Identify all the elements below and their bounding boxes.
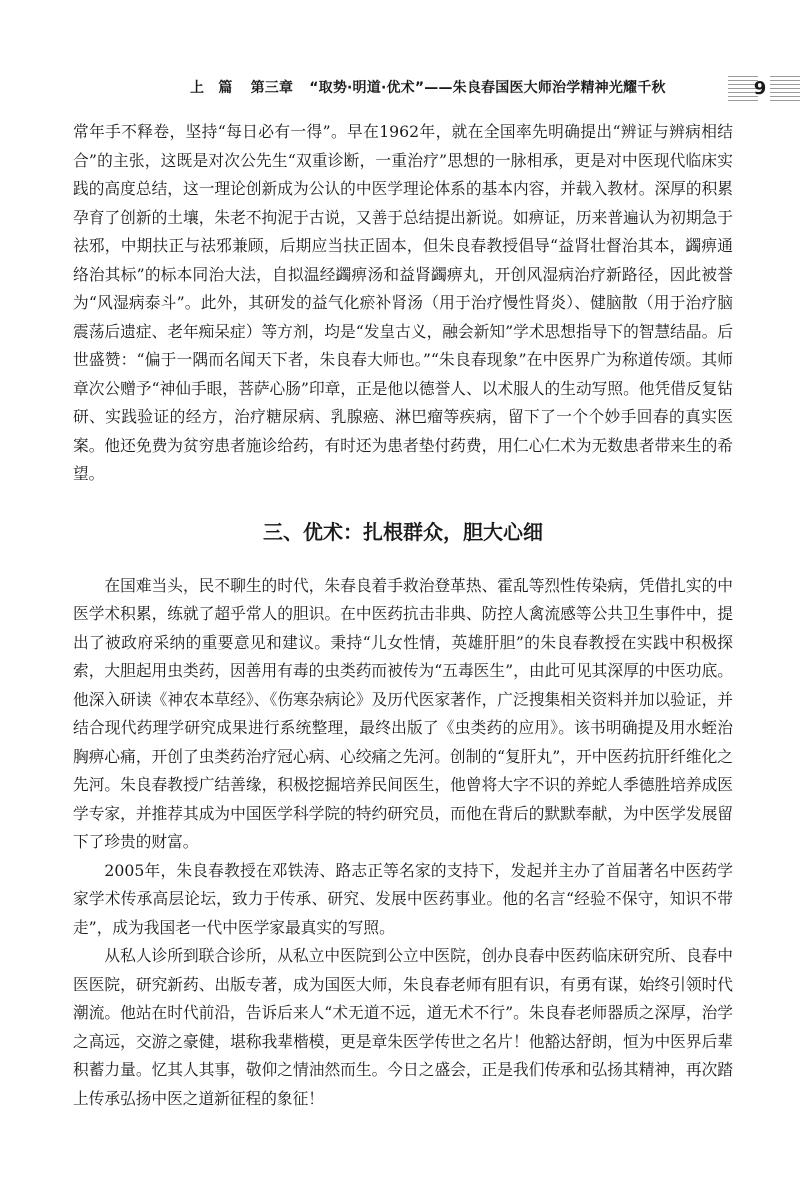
paragraph: 在国难当头，民不聊生的时代，朱春良着手救治登革热、霍乱等烈性传染病，凭借扎实的中医学术积累，练就了超乎常人的胆识。在中医药抗击非典、防控人禽流感等公共卫生事件中，提出了被政府采纳的重要意见和建议。秉持“儿女性情，英雄肝胆”的朱良春教授在实践中积极探索，大胆起用虫类药，因善用有毒的虫类药而被传为“五毒医生”，由此可见其深厚的中医功底。他深入研读《神农本草经》、《伤寒杂病论》及历代医家著作，广泛搜集相关资料并加以验证，并结合现代药理学研究成果进行系统整理，最终出版了《虫类药的应用》。该书明确提及用水蛭治胸痹心痛，开创了虫类药治疗冠心病、心绞痛之先河。创制的“复肝丸”，开中医药抗肝纤维化之先河。朱良春教授广结善缘，积极挖掘培养民间医生，他曾将大字不识的养蛇人季德胜培养成医学专家，并推荐其成为中国医学科学院的特约研究员，而他在背后的默默奉献，为中医学发展留下了珍贵的财富。 <box>73 575 733 851</box>
header-title: “取势·明道·优术”——朱良春国医大师治学精神光耀千秋 <box>309 80 666 96</box>
header-part: 上 篇 <box>190 80 233 96</box>
running-header <box>0 74 800 104</box>
header-title-line <box>190 78 728 98</box>
paragraph: 从私人诊所到联合诊所，从私立中医院到公立中医院，创办良春中医药临床研究所、良春中医医院，研究新药、出版专著，成为国医大师，朱良春老师有胆有识，有勇有谋，始终引领时代潮流。他站在时代前沿，告诉后来人“术无道不远，道无术不行”。朱良春老师器质之深厚，治学之高远，交游之豪健，堪称我辈楷模，更是章朱医学传世之名片！他豁达舒朗，恒为中医界后辈积蓄力量。忆其人其事，敬仰之情油然而生。今日之盛会，正是我们传承和弘扬其精神，再次踏上传承弘扬中医之道新征程的象征！ <box>73 946 733 1108</box>
header-chapter: 第三章 <box>250 80 294 96</box>
page-number: 9 <box>753 78 767 99</box>
page-body <box>73 118 733 1113</box>
header-decorative-lines-right <box>770 76 800 102</box>
paragraph: 2005年，朱良春教授在邓铁涛、路志正等名家的支持下，发起并主办了首届著名中医药学家学术传承高层论坛，致力于传承、研究、发展中医药事业。他的名言“经验不保守，知识不带走”，成为我国老一代中医学家最真实的写照。 <box>73 860 733 937</box>
paragraph-continued: 常年手不释卷，坚持“每日必有一得”。早在1962年，就在全国率先明确提出“辨证与辨病相结合”的主张，这既是对次公先生“双重诊断，一重治疗”思想的一脉相承，更是对中医现代临床实践的高度总结，这一理论创新成为公认的中医学理论体系的基本内容，并载入教材。深厚的积累孕育了创新的土壤，朱老不拘泥于古说，又善于总结提出新说。如痹证，历来普遍认为初期急于祛邪，中期扶正与祛邪兼顾，后期应当扶正固本，但朱良春教授倡导“益肾壮督治其本，蠲痹通络治其标”的标本同治大法，自拟温经蠲痹汤和益肾蠲痹丸，开创风湿病治疗新路径，因此被誉为“风湿病泰斗”。此外，其研发的益气化瘀补肾汤（用于治疗慢性肾炎）、健脑散（用于治疗脑震荡后遗症、老年痴呆症）等方剂，均是“发皇古义，融会新知”学术思想指导下的智慧结晶。后世盛赞：“偏于一隅而名闻天下者，朱良春大师也。”“朱良春现象”在中医界广为称道传颂。其师章次公赠予“神仙手眼，菩萨心肠”印章，正是他以德誉人、以术服人的生动写照。他凭借反复钻研、实践验证的经方，治疗糖尿病、乳腺癌、淋巴瘤等疾病，留下了一个个妙手回春的真实医案。他还免费为贫穷患者施诊给药，有时还为患者垫付药费，用仁心仁术为无数患者带来生的希望。 <box>73 122 733 483</box>
section-heading: 三、优术：扎根群众，胆大心细 <box>263 519 543 544</box>
